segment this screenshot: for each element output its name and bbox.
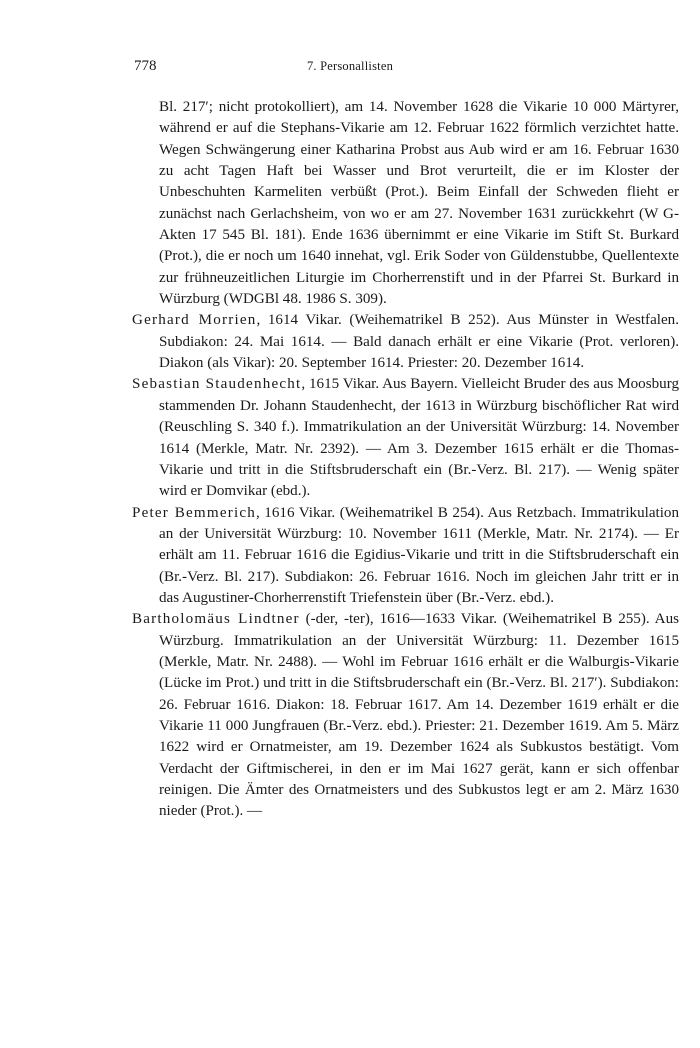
entry-gerhard-morrien: [132, 310, 679, 374]
entry-text: , 1615 Vikar. Aus Bayern. Vielleicht Bruder des aus Moosburg stammenden Dr. Johann Staudenhecht, der 1613 in Würzburg bischöflicher Rat wird (Reuschling S. 340 f.). Immatrikulation an der Universität Würzburg: 14. November 1614 (Merkle, Matr. Nr. 2392). — Am 3. Dezember 1615 erhält er die Thomas-Vikarie und tritt in die Stiftsbruderschaft ein (Br.-Verz. Bl. 217). — Wenig später wird er Domvikar (ebd.).: [159, 376, 679, 500]
entry-text: , 1616 Vikar. (Weihematrikel B 254). Aus Retzbach. Immatrikulation an der Universität Würzburg: 10. November 1611 (Merkle, Matr. Nr. 2174). — Er erhält am 11. Februar 1616 die Egidius-Vikarie und tritt in die Stiftsbruderschaft ein (Br.-Verz. Bl. 217). Subdiakon: 26. Februar 1616. Noch im gleichen Jahr tritt er in das Augustiner-Chorherrenstift Triefenstein über (Br.-Verz. ebd.).: [159, 504, 679, 606]
entry-peter-bemmerich: [132, 503, 679, 610]
body-text: [132, 97, 679, 823]
entry-text: Bl. 217′; nicht protokolliert), am 14. November 1628 die Vikarie 10 000 Märtyrer, während er auf die Stephans-Vikarie am 12. Februar 1622 förmlich verzichtet hatte. Wegen Schwängerung einer Katharina Probst aus Aub wird er am 16. Februar 1630 zu acht Tagen Haft bei Wasser und Brot verurteilt, die er im Kloster der Unbeschuhten Karmeliten verbüßt (Prot.). Beim Einfall der Schweden flieht er zunächst nach Gerlachsheim, von wo er am 27. November 1631 zurückkehrt (W G-Akten 17 545 Bl. 181). Ende 1636 übernimmt er eine Vikarie im Stift St. Burkard (Prot.), die er noch um 1640 innehat, vgl. Erik Soder von Güldenstubbe, Quellentexte zur frühneuzeitlichen Liturgie im Chorherrenstift und in der Pfarrei St. Burkard in Würzburg (WDGBl 48. 1986 S. 309).: [159, 99, 679, 308]
entry-name: Peter Bemmerich: [132, 504, 256, 521]
page-header: [134, 58, 566, 78]
entry-text: (-der, -ter), 1616—1633 Vikar. (Weihematrikel B 255). Aus Würzburg. Immatrikulation an der Universität Würzburg: 11. Dezember 1615 (Merkle, Matr. Nr. 2488). — Wohl im Februar 1616 erhält er die Walburgis-Vikarie (Lücke im Prot.) und tritt in die Stiftsbruderschaft ein (Br.-Verz. Bl. 217′). Subdiakon: 26. Februar 1616. Diakon: 18. Februar 1617. Am 14. Dezember 1619 erhält er die Vikarie 11 000 Jungfrauen (Br.-Verz. ebd.). Priester: 21. Dezember 1619. Am 5. März 1622 wird er Ornatmeister, am 19. Dezember 1624 als Subkustos bestätigt. Vom Verdacht der Giftmischerei, in den er im Mai 1627 gerät, kann er sich offenbar reinigen. Die Ämter des Ornatmeisters und des Subkustos legt er am 2. März 1630 nieder (Prot.). —: [159, 611, 679, 820]
entry-text: , 1614 Vikar. (Weihematrikel B 252). Aus Münster in Westfalen. Subdiakon: 24. Mai 1614. — Bald danach erhält er eine Vikarie (Prot. verloren). Diakon (als Vikar): 20. September 1614. Priester: 20. Dezember 1614.: [159, 312, 679, 372]
entry-bartholomaeus-lindtner: [132, 609, 679, 822]
page-number: 778: [134, 58, 157, 74]
entry-name: Gerhard Morrien: [132, 312, 257, 329]
entry-sebastian-staudenhecht: [132, 374, 679, 502]
entry-continuation: [132, 97, 679, 310]
entry-name: Sebastian Staudenhecht: [132, 376, 302, 393]
entry-name: Bartholomäus Lindtner: [132, 611, 300, 628]
running-head: 7. Personallisten: [306, 59, 394, 73]
